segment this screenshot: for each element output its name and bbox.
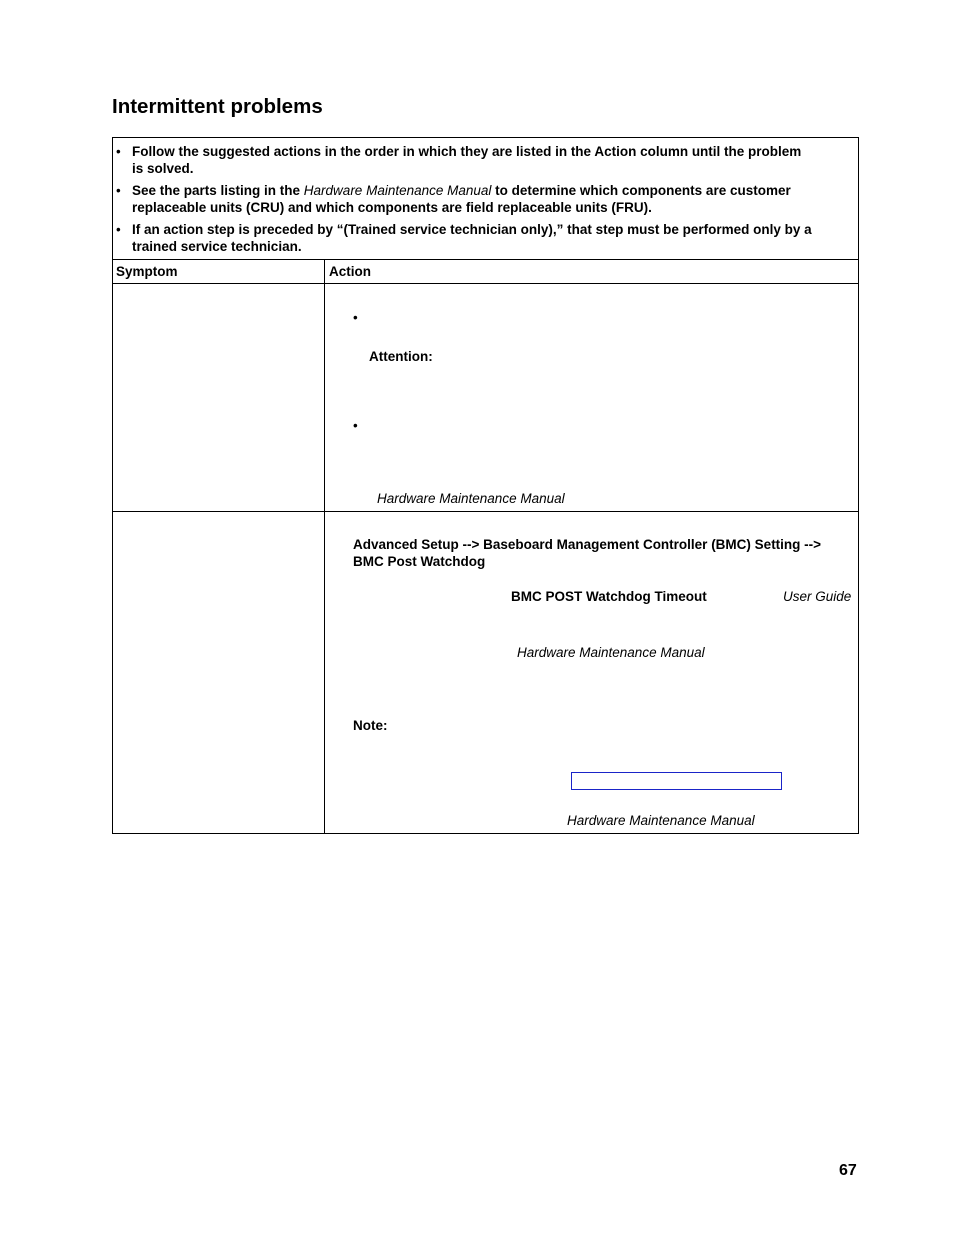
note-3-line-2: trained service technician. bbox=[132, 239, 302, 254]
hmm-reference: Hardware Maintenance Manual bbox=[567, 813, 755, 828]
note-3-line-1: If an action step is preceded by “(Trained service technician only),” that step must be performed only by a bbox=[132, 222, 812, 237]
action-bullet: • bbox=[353, 310, 358, 325]
action-bullet: • bbox=[353, 418, 358, 433]
note-2-prefix: See the parts listing in the bbox=[132, 183, 304, 198]
note-bullet: • bbox=[116, 144, 121, 159]
user-guide-reference: User Guide bbox=[783, 589, 852, 604]
bmc-timeout-label: BMC POST Watchdog Timeout bbox=[511, 589, 707, 604]
page-title: Intermittent problems bbox=[112, 95, 323, 118]
action-column-header: Action bbox=[329, 264, 371, 279]
table-divider-header bbox=[112, 283, 859, 284]
attention-label: Attention: bbox=[369, 349, 433, 364]
bmc-menu-path-line-1: Advanced Setup --> Baseboard Management Controller (BMC) Setting --> bbox=[353, 537, 822, 552]
bmc-menu-path-line-2: BMC Post Watchdog bbox=[353, 554, 486, 569]
hmm-reference: Hardware Maintenance Manual bbox=[517, 645, 705, 660]
table-divider-notes bbox=[112, 259, 859, 260]
symptom-column-header: Symptom bbox=[116, 264, 178, 279]
note-2-line-1 bbox=[132, 182, 791, 199]
note-2-line-2: replaceable units (CRU) and which components are field replaceable units (FRU). bbox=[132, 200, 652, 215]
note-bullet: • bbox=[116, 183, 121, 198]
note-2-suffix: to determine which components are customer bbox=[491, 183, 791, 198]
note-1-line-1: Follow the suggested actions in the order in which they are listed in the Action column until the problem bbox=[132, 144, 802, 159]
page-number: 67 bbox=[839, 1162, 857, 1179]
note-label: Note: bbox=[353, 718, 388, 733]
hyperlink-box[interactable] bbox=[571, 772, 782, 790]
hmm-reference: Hardware Maintenance Manual bbox=[303, 183, 492, 198]
note-bullet: • bbox=[116, 222, 121, 237]
table-divider-row bbox=[112, 511, 859, 512]
note-1-line-2: is solved. bbox=[132, 161, 194, 176]
hmm-reference: Hardware Maintenance Manual bbox=[377, 491, 565, 506]
column-divider bbox=[324, 259, 325, 834]
